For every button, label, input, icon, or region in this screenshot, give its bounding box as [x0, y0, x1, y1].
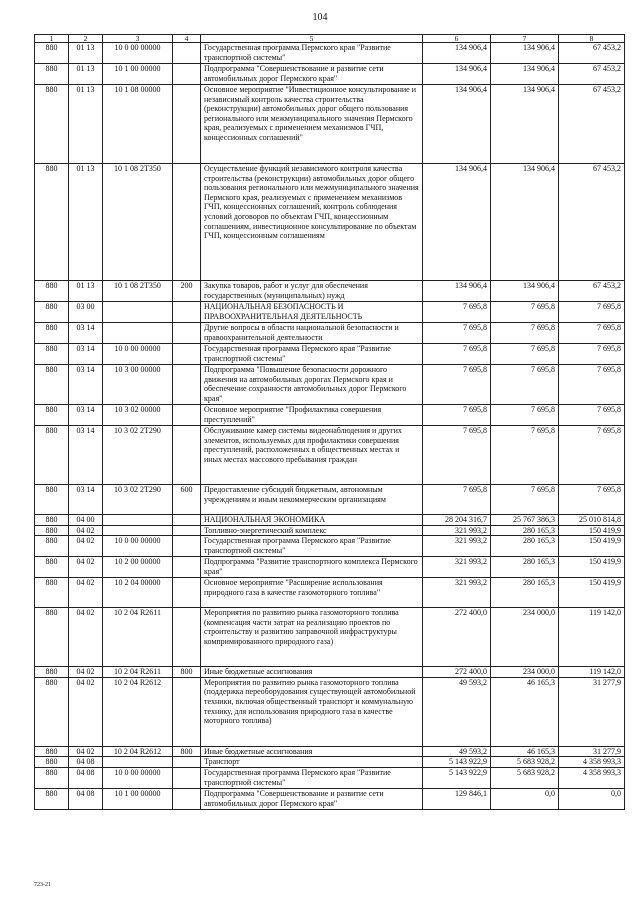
cell-description: Подпрограмма "Развитие транспортного комплекса Пермского края" — [201, 557, 423, 578]
cell-section-code: 04 02 — [69, 525, 103, 536]
cell-expense-type — [173, 788, 201, 809]
cell-description: Обслуживание камер системы видеонаблюдения и других элементов, используемых для профилактики совершения преступлений, расположенных в общественных местах и иных местах массового пребывания граждан — [201, 426, 423, 485]
cell-amount-year-3: 150 419,9 — [559, 578, 625, 608]
table-row — [35, 344, 625, 365]
table-row — [35, 515, 625, 526]
cell-amount-year-1: 7 695,8 — [423, 485, 491, 515]
cell-target-article: 10 2 04 R2612 — [103, 677, 173, 746]
cell-section-code: 03 14 — [69, 344, 103, 365]
cell-amount-year-1: 7 695,8 — [423, 344, 491, 365]
cell-target-article — [103, 302, 173, 323]
cell-amount-year-3: 25 010 814,8 — [559, 515, 625, 526]
cell-description: Мероприятия по развитию рынка газомоторного топлива (поддержка переоборудования существующей автомобильной техники, включая общественный транспорт и коммунальную технику, для использования природного газа в качестве моторного топлива) — [201, 677, 423, 746]
cell-expense-type: 800 — [173, 667, 201, 678]
cell-description: Осуществление функций независимого контроля качества строительства (реконструкции) автомобильных дорог общего пользования регионального или межмуниципального значения Пермского края, реализуемых с применением механизмов ГЧП, концессионных соглашений, контроль соблюдения условий договоров по объектам ГЧП, концессионным соглашениям, инвестиционное консультирование по объектам ГЧП, концессионным соглашениям — [201, 164, 423, 281]
cell-expense-type — [173, 85, 201, 164]
cell-target-article: 10 0 00 00000 — [103, 536, 173, 557]
cell-amount-year-2: 5 683 928,2 — [491, 767, 559, 788]
cell-amount-year-1: 134 906,4 — [423, 85, 491, 164]
cell-target-article: 10 3 02 2Т290 — [103, 426, 173, 485]
table-row — [35, 85, 625, 164]
cell-amount-year-1: 134 906,4 — [423, 64, 491, 85]
cell-description: Основное мероприятие "Инвестиционное консультирование и независимый контроль качества строительства (реконструкции) автомобильных дорог общего пользования регионального или межмуниципального значения Пермского края, реализуемых с применением механизмов ГЧП, концессионных соглашений" — [201, 85, 423, 164]
cell-amount-year-1: 321 993,2 — [423, 525, 491, 536]
cell-amount-year-2: 46 165,3 — [491, 746, 559, 757]
cell-section-code: 03 14 — [69, 405, 103, 426]
cell-expense-type — [173, 767, 201, 788]
cell-section-code: 04 00 — [69, 515, 103, 526]
column-header: 5 — [201, 35, 423, 43]
table-row — [35, 485, 625, 515]
table-row — [35, 525, 625, 536]
cell-section-code: 01 13 — [69, 43, 103, 64]
cell-amount-year-2: 25 767 386,3 — [491, 515, 559, 526]
cell-administrator-code: 880 — [35, 426, 69, 485]
cell-amount-year-3: 119 142,0 — [559, 608, 625, 667]
table-row — [35, 578, 625, 608]
cell-target-article: 10 0 00 00000 — [103, 344, 173, 365]
cell-section-code: 04 08 — [69, 788, 103, 809]
cell-administrator-code: 880 — [35, 757, 69, 768]
cell-amount-year-3: 150 419,9 — [559, 525, 625, 536]
cell-description: Основное мероприятие "Расширение использования природного газа в качестве газомоторного топлива" — [201, 578, 423, 608]
cell-amount-year-2: 134 906,4 — [491, 85, 559, 164]
cell-description: Основное мероприятие "Профилактика совершения преступлений" — [201, 405, 423, 426]
cell-amount-year-2: 0,0 — [491, 788, 559, 809]
cell-expense-type — [173, 344, 201, 365]
table-row — [35, 536, 625, 557]
cell-section-code: 04 08 — [69, 757, 103, 768]
cell-section-code: 04 08 — [69, 767, 103, 788]
cell-section-code: 04 02 — [69, 536, 103, 557]
cell-expense-type — [173, 302, 201, 323]
cell-description: Иные бюджетные ассигнования — [201, 746, 423, 757]
cell-amount-year-2: 7 695,8 — [491, 302, 559, 323]
cell-description: Государственная программа Пермского края "Развитие транспортной системы" — [201, 43, 423, 64]
cell-section-code: 01 13 — [69, 164, 103, 281]
cell-amount-year-1: 49 593,2 — [423, 677, 491, 746]
cell-amount-year-3: 4 358 993,3 — [559, 757, 625, 768]
cell-section-code: 03 14 — [69, 485, 103, 515]
cell-section-code: 03 00 — [69, 302, 103, 323]
cell-amount-year-3: 4 358 993,3 — [559, 767, 625, 788]
cell-section-code: 04 02 — [69, 578, 103, 608]
cell-expense-type — [173, 365, 201, 405]
cell-expense-type — [173, 578, 201, 608]
cell-expense-type — [173, 557, 201, 578]
cell-amount-year-1: 272 400,0 — [423, 667, 491, 678]
cell-administrator-code: 880 — [35, 43, 69, 64]
cell-expense-type: 600 — [173, 485, 201, 515]
table-row — [35, 43, 625, 64]
cell-expense-type — [173, 757, 201, 768]
cell-amount-year-3: 31 277,9 — [559, 677, 625, 746]
cell-amount-year-3: 150 419,9 — [559, 536, 625, 557]
table-row — [35, 757, 625, 768]
cell-expense-type — [173, 608, 201, 667]
cell-amount-year-2: 134 906,4 — [491, 164, 559, 281]
cell-description: Транспорт — [201, 757, 423, 768]
table-row — [35, 746, 625, 757]
cell-target-article: 10 2 00 00000 — [103, 557, 173, 578]
cell-amount-year-1: 321 993,2 — [423, 536, 491, 557]
cell-amount-year-1: 7 695,8 — [423, 302, 491, 323]
cell-target-article — [103, 515, 173, 526]
cell-administrator-code: 880 — [35, 767, 69, 788]
cell-administrator-code: 880 — [35, 608, 69, 667]
cell-administrator-code: 880 — [35, 164, 69, 281]
cell-expense-type: 800 — [173, 746, 201, 757]
cell-administrator-code: 880 — [35, 302, 69, 323]
table-row — [35, 164, 625, 281]
cell-description: Подпрограмма "Совершенствование и развитие сети автомобильных дорог Пермского края" — [201, 788, 423, 809]
cell-target-article — [103, 323, 173, 344]
cell-target-article: 10 1 08 00000 — [103, 85, 173, 164]
cell-administrator-code: 880 — [35, 344, 69, 365]
column-header: 1 — [35, 35, 69, 43]
cell-administrator-code: 880 — [35, 557, 69, 578]
cell-amount-year-1: 5 143 922,9 — [423, 757, 491, 768]
cell-amount-year-3: 150 419,9 — [559, 557, 625, 578]
cell-target-article: 10 0 00 00000 — [103, 767, 173, 788]
cell-target-article: 10 1 08 2Т350 — [103, 164, 173, 281]
cell-amount-year-2: 7 695,8 — [491, 365, 559, 405]
budget-table — [34, 34, 625, 810]
cell-description: Другие вопросы в области национальной безопасности и правоохранительной деятельности — [201, 323, 423, 344]
cell-description: Предоставление субсидий бюджетным, автономным учреждениям и иным некоммерческим организациям — [201, 485, 423, 515]
cell-section-code: 03 14 — [69, 323, 103, 344]
cell-description: Государственная программа Пермского края "Развитие транспортной системы" — [201, 344, 423, 365]
cell-administrator-code: 880 — [35, 788, 69, 809]
cell-target-article — [103, 757, 173, 768]
table-row — [35, 64, 625, 85]
table-body — [35, 43, 625, 810]
cell-expense-type — [173, 426, 201, 485]
table-row — [35, 767, 625, 788]
cell-description: Государственная программа Пермского края "Развитие транспортной системы" — [201, 767, 423, 788]
table-row — [35, 557, 625, 578]
cell-description: Закупка товаров, работ и услуг для обеспечения государственных (муниципальных) нужд — [201, 281, 423, 302]
cell-amount-year-3: 7 695,8 — [559, 344, 625, 365]
cell-administrator-code: 880 — [35, 281, 69, 302]
cell-amount-year-3: 0,0 — [559, 788, 625, 809]
cell-expense-type — [173, 43, 201, 64]
cell-expense-type — [173, 405, 201, 426]
cell-amount-year-1: 5 143 922,9 — [423, 767, 491, 788]
table-row — [35, 608, 625, 667]
cell-amount-year-2: 134 906,4 — [491, 64, 559, 85]
cell-amount-year-3: 7 695,8 — [559, 426, 625, 485]
cell-target-article: 10 1 00 00000 — [103, 788, 173, 809]
cell-amount-year-1: 129 846,1 — [423, 788, 491, 809]
cell-expense-type — [173, 515, 201, 526]
table-row — [35, 426, 625, 485]
table-row — [35, 365, 625, 405]
cell-administrator-code: 880 — [35, 323, 69, 344]
cell-expense-type — [173, 677, 201, 746]
cell-section-code: 01 13 — [69, 281, 103, 302]
cell-expense-type — [173, 164, 201, 281]
table-row — [35, 667, 625, 678]
cell-amount-year-1: 7 695,8 — [423, 323, 491, 344]
cell-amount-year-3: 67 453,2 — [559, 164, 625, 281]
cell-description: Подпрограмма "Совершенствование и развитие сети автомобильных дорог Пермского края" — [201, 64, 423, 85]
cell-amount-year-1: 272 400,0 — [423, 608, 491, 667]
cell-target-article: 10 3 00 00000 — [103, 365, 173, 405]
cell-target-article: 10 3 02 2Т290 — [103, 485, 173, 515]
cell-description: НАЦИОНАЛЬНАЯ ЭКОНОМИКА — [201, 515, 423, 526]
cell-amount-year-1: 321 993,2 — [423, 578, 491, 608]
cell-section-code: 04 02 — [69, 608, 103, 667]
cell-target-article: 10 3 02 00000 — [103, 405, 173, 426]
cell-amount-year-3: 7 695,8 — [559, 323, 625, 344]
column-header: 2 — [69, 35, 103, 43]
cell-expense-type — [173, 525, 201, 536]
cell-amount-year-1: 28 204 316,7 — [423, 515, 491, 526]
cell-amount-year-1: 7 695,8 — [423, 426, 491, 485]
page-number: 104 — [312, 12, 328, 23]
cell-section-code: 04 02 — [69, 667, 103, 678]
cell-amount-year-2: 7 695,8 — [491, 405, 559, 426]
table-row — [35, 788, 625, 809]
cell-description: НАЦИОНАЛЬНАЯ БЕЗОПАСНОСТЬ И ПРАВООХРАНИТЕЛЬНАЯ ДЕЯТЕЛЬНОСТЬ — [201, 302, 423, 323]
column-header: 7 — [491, 35, 559, 43]
column-header: 3 — [103, 35, 173, 43]
cell-section-code: 04 02 — [69, 557, 103, 578]
footer-code: 723-21 — [34, 882, 51, 888]
table-row — [35, 302, 625, 323]
table-header-row — [35, 35, 625, 43]
cell-target-article: 10 0 00 00000 — [103, 43, 173, 64]
cell-administrator-code: 880 — [35, 405, 69, 426]
table-row — [35, 281, 625, 302]
cell-amount-year-3: 67 453,2 — [559, 64, 625, 85]
table-row — [35, 323, 625, 344]
cell-administrator-code: 880 — [35, 485, 69, 515]
cell-amount-year-1: 134 906,4 — [423, 43, 491, 64]
cell-amount-year-2: 7 695,8 — [491, 485, 559, 515]
cell-amount-year-2: 234 000,0 — [491, 667, 559, 678]
cell-expense-type — [173, 536, 201, 557]
cell-amount-year-1: 134 906,4 — [423, 164, 491, 281]
cell-amount-year-2: 5 683 928,2 — [491, 757, 559, 768]
cell-section-code: 04 02 — [69, 746, 103, 757]
cell-section-code: 04 02 — [69, 677, 103, 746]
table-row — [35, 405, 625, 426]
cell-expense-type — [173, 64, 201, 85]
cell-amount-year-3: 67 453,2 — [559, 85, 625, 164]
cell-description: Государственная программа Пермского края "Развитие транспортной системы" — [201, 536, 423, 557]
cell-amount-year-2: 234 000,0 — [491, 608, 559, 667]
column-header: 4 — [173, 35, 201, 43]
cell-administrator-code: 880 — [35, 64, 69, 85]
cell-description: Мероприятия по развитию рынка газомоторного топлива (компенсация части затрат на реализацию проектов по строительству и развитию заправочной инфраструктуры компримированного природного газа) — [201, 608, 423, 667]
cell-amount-year-1: 134 906,4 — [423, 281, 491, 302]
cell-amount-year-3: 7 695,8 — [559, 405, 625, 426]
cell-administrator-code: 880 — [35, 365, 69, 405]
cell-target-article: 10 1 00 00000 — [103, 64, 173, 85]
cell-administrator-code: 880 — [35, 578, 69, 608]
cell-amount-year-2: 280 165,3 — [491, 557, 559, 578]
cell-amount-year-3: 67 453,2 — [559, 281, 625, 302]
cell-amount-year-1: 7 695,8 — [423, 365, 491, 405]
column-header: 8 — [559, 35, 625, 43]
cell-description: Подпрограмма "Повышение безопасности дорожного движения на автомобильных дорогах Пермского края и обеспечение сохранности автомобильных дорог Пермского края" — [201, 365, 423, 405]
cell-amount-year-1: 49 593,2 — [423, 746, 491, 757]
cell-amount-year-2: 7 695,8 — [491, 323, 559, 344]
table-row — [35, 677, 625, 746]
cell-amount-year-3: 31 277,9 — [559, 746, 625, 757]
cell-administrator-code: 880 — [35, 515, 69, 526]
cell-amount-year-2: 280 165,3 — [491, 578, 559, 608]
cell-amount-year-3: 7 695,8 — [559, 302, 625, 323]
column-header: 6 — [423, 35, 491, 43]
cell-amount-year-2: 7 695,8 — [491, 344, 559, 365]
cell-administrator-code: 880 — [35, 667, 69, 678]
cell-administrator-code: 880 — [35, 677, 69, 746]
cell-amount-year-2: 7 695,8 — [491, 426, 559, 485]
cell-administrator-code: 880 — [35, 85, 69, 164]
cell-amount-year-1: 7 695,8 — [423, 405, 491, 426]
cell-target-article: 10 2 04 00000 — [103, 578, 173, 608]
cell-target-article — [103, 525, 173, 536]
cell-section-code: 03 14 — [69, 365, 103, 405]
cell-description: Топливно-энергетический комплекс — [201, 525, 423, 536]
cell-amount-year-2: 280 165,3 — [491, 525, 559, 536]
cell-amount-year-2: 134 906,4 — [491, 281, 559, 302]
cell-administrator-code: 880 — [35, 525, 69, 536]
cell-expense-type: 200 — [173, 281, 201, 302]
cell-section-code: 01 13 — [69, 64, 103, 85]
cell-target-article: 10 1 08 2Т350 — [103, 281, 173, 302]
cell-section-code: 01 13 — [69, 85, 103, 164]
cell-description: Иные бюджетные ассигнования — [201, 667, 423, 678]
cell-amount-year-3: 7 695,8 — [559, 485, 625, 515]
cell-amount-year-2: 280 165,3 — [491, 536, 559, 557]
cell-administrator-code: 880 — [35, 536, 69, 557]
cell-target-article: 10 2 04 R2611 — [103, 667, 173, 678]
cell-expense-type — [173, 323, 201, 344]
cell-amount-year-3: 67 453,2 — [559, 43, 625, 64]
cell-target-article: 10 2 04 R2611 — [103, 608, 173, 667]
cell-amount-year-3: 119 142,0 — [559, 667, 625, 678]
cell-amount-year-2: 46 165,3 — [491, 677, 559, 746]
cell-administrator-code: 880 — [35, 746, 69, 757]
cell-section-code: 03 14 — [69, 426, 103, 485]
cell-amount-year-1: 321 993,2 — [423, 557, 491, 578]
cell-target-article: 10 2 04 R2612 — [103, 746, 173, 757]
cell-amount-year-2: 134 906,4 — [491, 43, 559, 64]
cell-amount-year-3: 7 695,8 — [559, 365, 625, 405]
